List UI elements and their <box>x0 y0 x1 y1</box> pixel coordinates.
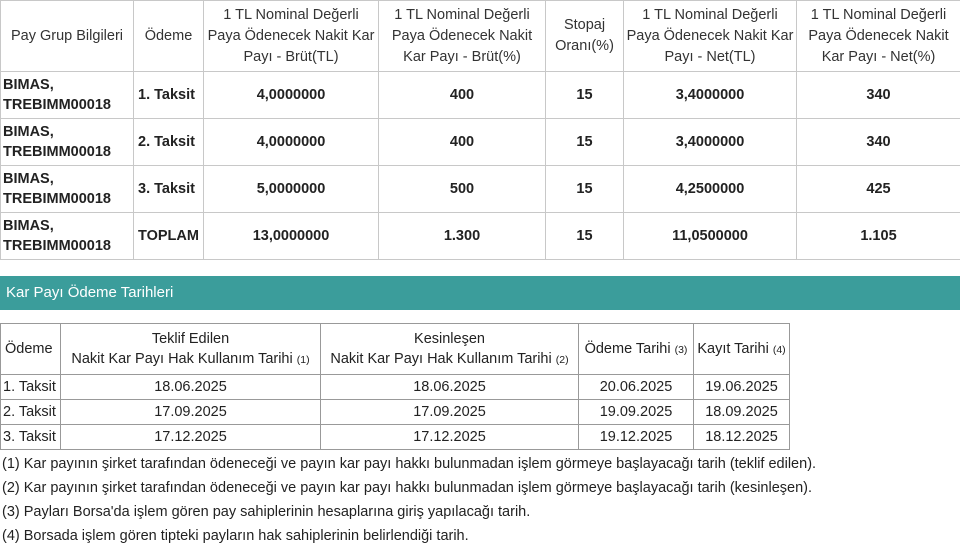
pay-group-isin: TREBIMM00018 <box>3 144 111 160</box>
gross-pct-cell: 500 <box>379 166 546 213</box>
final-line2: Nakit Kar Payı Hak Kullanım Tarihi <box>330 350 552 367</box>
header-net-tl: 1 TL Nominal Değerli Paya Ödenecek Nakit Kar Payı - Net(TL) <box>624 1 797 72</box>
payment-cell: 1. Taksit <box>134 72 204 119</box>
header-offered-date <box>61 324 321 375</box>
pay-group-cell <box>1 213 134 260</box>
offered-date-cell: 17.12.2025 <box>61 425 321 450</box>
payment-dates-table <box>0 323 790 450</box>
final-date-cell: 17.09.2025 <box>321 400 579 425</box>
table-header-row <box>1 1 960 72</box>
net-tl-cell: 11,0500000 <box>624 213 797 260</box>
header-final-date <box>321 324 579 375</box>
pay-group-name: BIMAS, <box>3 77 54 93</box>
offered-line1: Teklif Edilen <box>151 330 230 347</box>
header-payment: Ödeme <box>134 1 204 72</box>
table-row <box>1 119 960 166</box>
footnote-ref-3: (3) <box>674 343 688 356</box>
header-pay-group: Pay Grup Bilgileri <box>1 1 134 72</box>
header-payment: Ödeme <box>1 324 61 375</box>
payment-date-cell: 20.06.2025 <box>579 375 694 400</box>
record-date-cell: 18.09.2025 <box>694 400 790 425</box>
payment-cell: 3. Taksit <box>1 425 61 450</box>
net-tl-cell: 3,4000000 <box>624 119 797 166</box>
withholding-cell: 15 <box>546 213 624 260</box>
final-date-cell: 17.12.2025 <box>321 425 579 450</box>
table-row <box>1 72 960 119</box>
net-pct-cell: 340 <box>797 119 960 166</box>
pay-group-name: BIMAS, <box>3 171 54 187</box>
withholding-cell: 15 <box>546 166 624 213</box>
footnotes <box>2 452 816 548</box>
section-title-payment-dates: Kar Payı Ödeme Tarihleri <box>0 276 960 310</box>
gross-tl-cell: 5,0000000 <box>204 166 379 213</box>
header-withholding: Stopaj Oranı(%) <box>546 1 624 72</box>
table-row <box>1 375 790 400</box>
gross-tl-cell: 4,0000000 <box>204 72 379 119</box>
footnote-3: (3) Payları Borsa'da işlem gören pay sahiplerinin hesaplarına giriş yapılacağı tarih. <box>2 504 531 520</box>
gross-pct-cell: 400 <box>379 119 546 166</box>
pay-group-isin: TREBIMM00018 <box>3 238 111 254</box>
payment-cell: 3. Taksit <box>134 166 204 213</box>
net-pct-cell: 425 <box>797 166 960 213</box>
payment-date-label: Ödeme Tarihi <box>584 340 671 357</box>
table-row <box>1 425 790 450</box>
header-gross-tl: 1 TL Nominal Değerli Paya Ödenecek Nakit Kar Payı - Brüt(TL) <box>204 1 379 72</box>
net-tl-cell: 4,2500000 <box>624 166 797 213</box>
footnote-1: (1) Kar payının şirket tarafından ödeneceği ve payın kar payı hakkı bulunmadan işlem görmeye başlayacağı tarih (teklif edilen). <box>2 456 817 472</box>
pay-group-cell <box>1 119 134 166</box>
gross-tl-cell: 4,0000000 <box>204 119 379 166</box>
gross-tl-cell: 13,0000000 <box>204 213 379 260</box>
table-row <box>1 400 790 425</box>
payment-date-cell: 19.09.2025 <box>579 400 694 425</box>
dividend-payout-table <box>0 0 960 260</box>
gross-pct-cell: 1.300 <box>379 213 546 260</box>
header-gross-pct: 1 TL Nominal Değerli Paya Ödenecek Nakit Kar Payı - Brüt(%) <box>379 1 546 72</box>
header-payment-date <box>579 324 694 375</box>
final-line1: Kesinleşen <box>414 330 485 347</box>
withholding-cell: 15 <box>546 72 624 119</box>
payment-cell: 1. Taksit <box>1 375 61 400</box>
pay-group-cell <box>1 166 134 213</box>
table-row-total <box>1 213 960 260</box>
pay-group-isin: TREBIMM00018 <box>3 191 111 207</box>
offered-line2: Nakit Kar Payı Hak Kullanım Tarihi <box>71 350 293 367</box>
pay-group-isin: TREBIMM00018 <box>3 97 111 113</box>
final-date-cell: 18.06.2025 <box>321 375 579 400</box>
record-date-cell: 18.12.2025 <box>694 425 790 450</box>
offered-date-cell: 17.09.2025 <box>61 400 321 425</box>
withholding-cell: 15 <box>546 119 624 166</box>
header-net-pct: 1 TL Nominal Değerli Paya Ödenecek Nakit Kar Payı - Net(%) <box>797 1 960 72</box>
footnote-ref-4: (4) <box>772 343 786 356</box>
payment-cell: 2. Taksit <box>1 400 61 425</box>
pay-group-name: BIMAS, <box>3 218 54 234</box>
pay-group-name: BIMAS, <box>3 124 54 140</box>
net-pct-cell: 340 <box>797 72 960 119</box>
header-record-date <box>694 324 790 375</box>
table-row <box>1 166 960 213</box>
gross-pct-cell: 400 <box>379 72 546 119</box>
payment-cell: TOPLAM <box>134 213 204 260</box>
dates-header-row <box>1 324 790 375</box>
net-pct-cell: 1.105 <box>797 213 960 260</box>
record-date-cell: 19.06.2025 <box>694 375 790 400</box>
offered-date-cell: 18.06.2025 <box>61 375 321 400</box>
record-date-label: Kayıt Tarihi <box>697 340 769 357</box>
net-tl-cell: 3,4000000 <box>624 72 797 119</box>
footnote-4: (4) Borsada işlem gören tipteki payların hak sahiplerinin belirlendiği tarih. <box>2 528 469 544</box>
footnote-2: (2) Kar payının şirket tarafından ödeneceği ve payın kar payı hakkı bulunmadan işlem görmeye başlayacağı tarih (kesinleşen). <box>2 480 813 496</box>
payment-date-cell: 19.12.2025 <box>579 425 694 450</box>
payment-cell: 2. Taksit <box>134 119 204 166</box>
footnote-ref-1: (1) <box>296 353 310 366</box>
pay-group-cell <box>1 72 134 119</box>
footnote-ref-2: (2) <box>555 353 569 366</box>
